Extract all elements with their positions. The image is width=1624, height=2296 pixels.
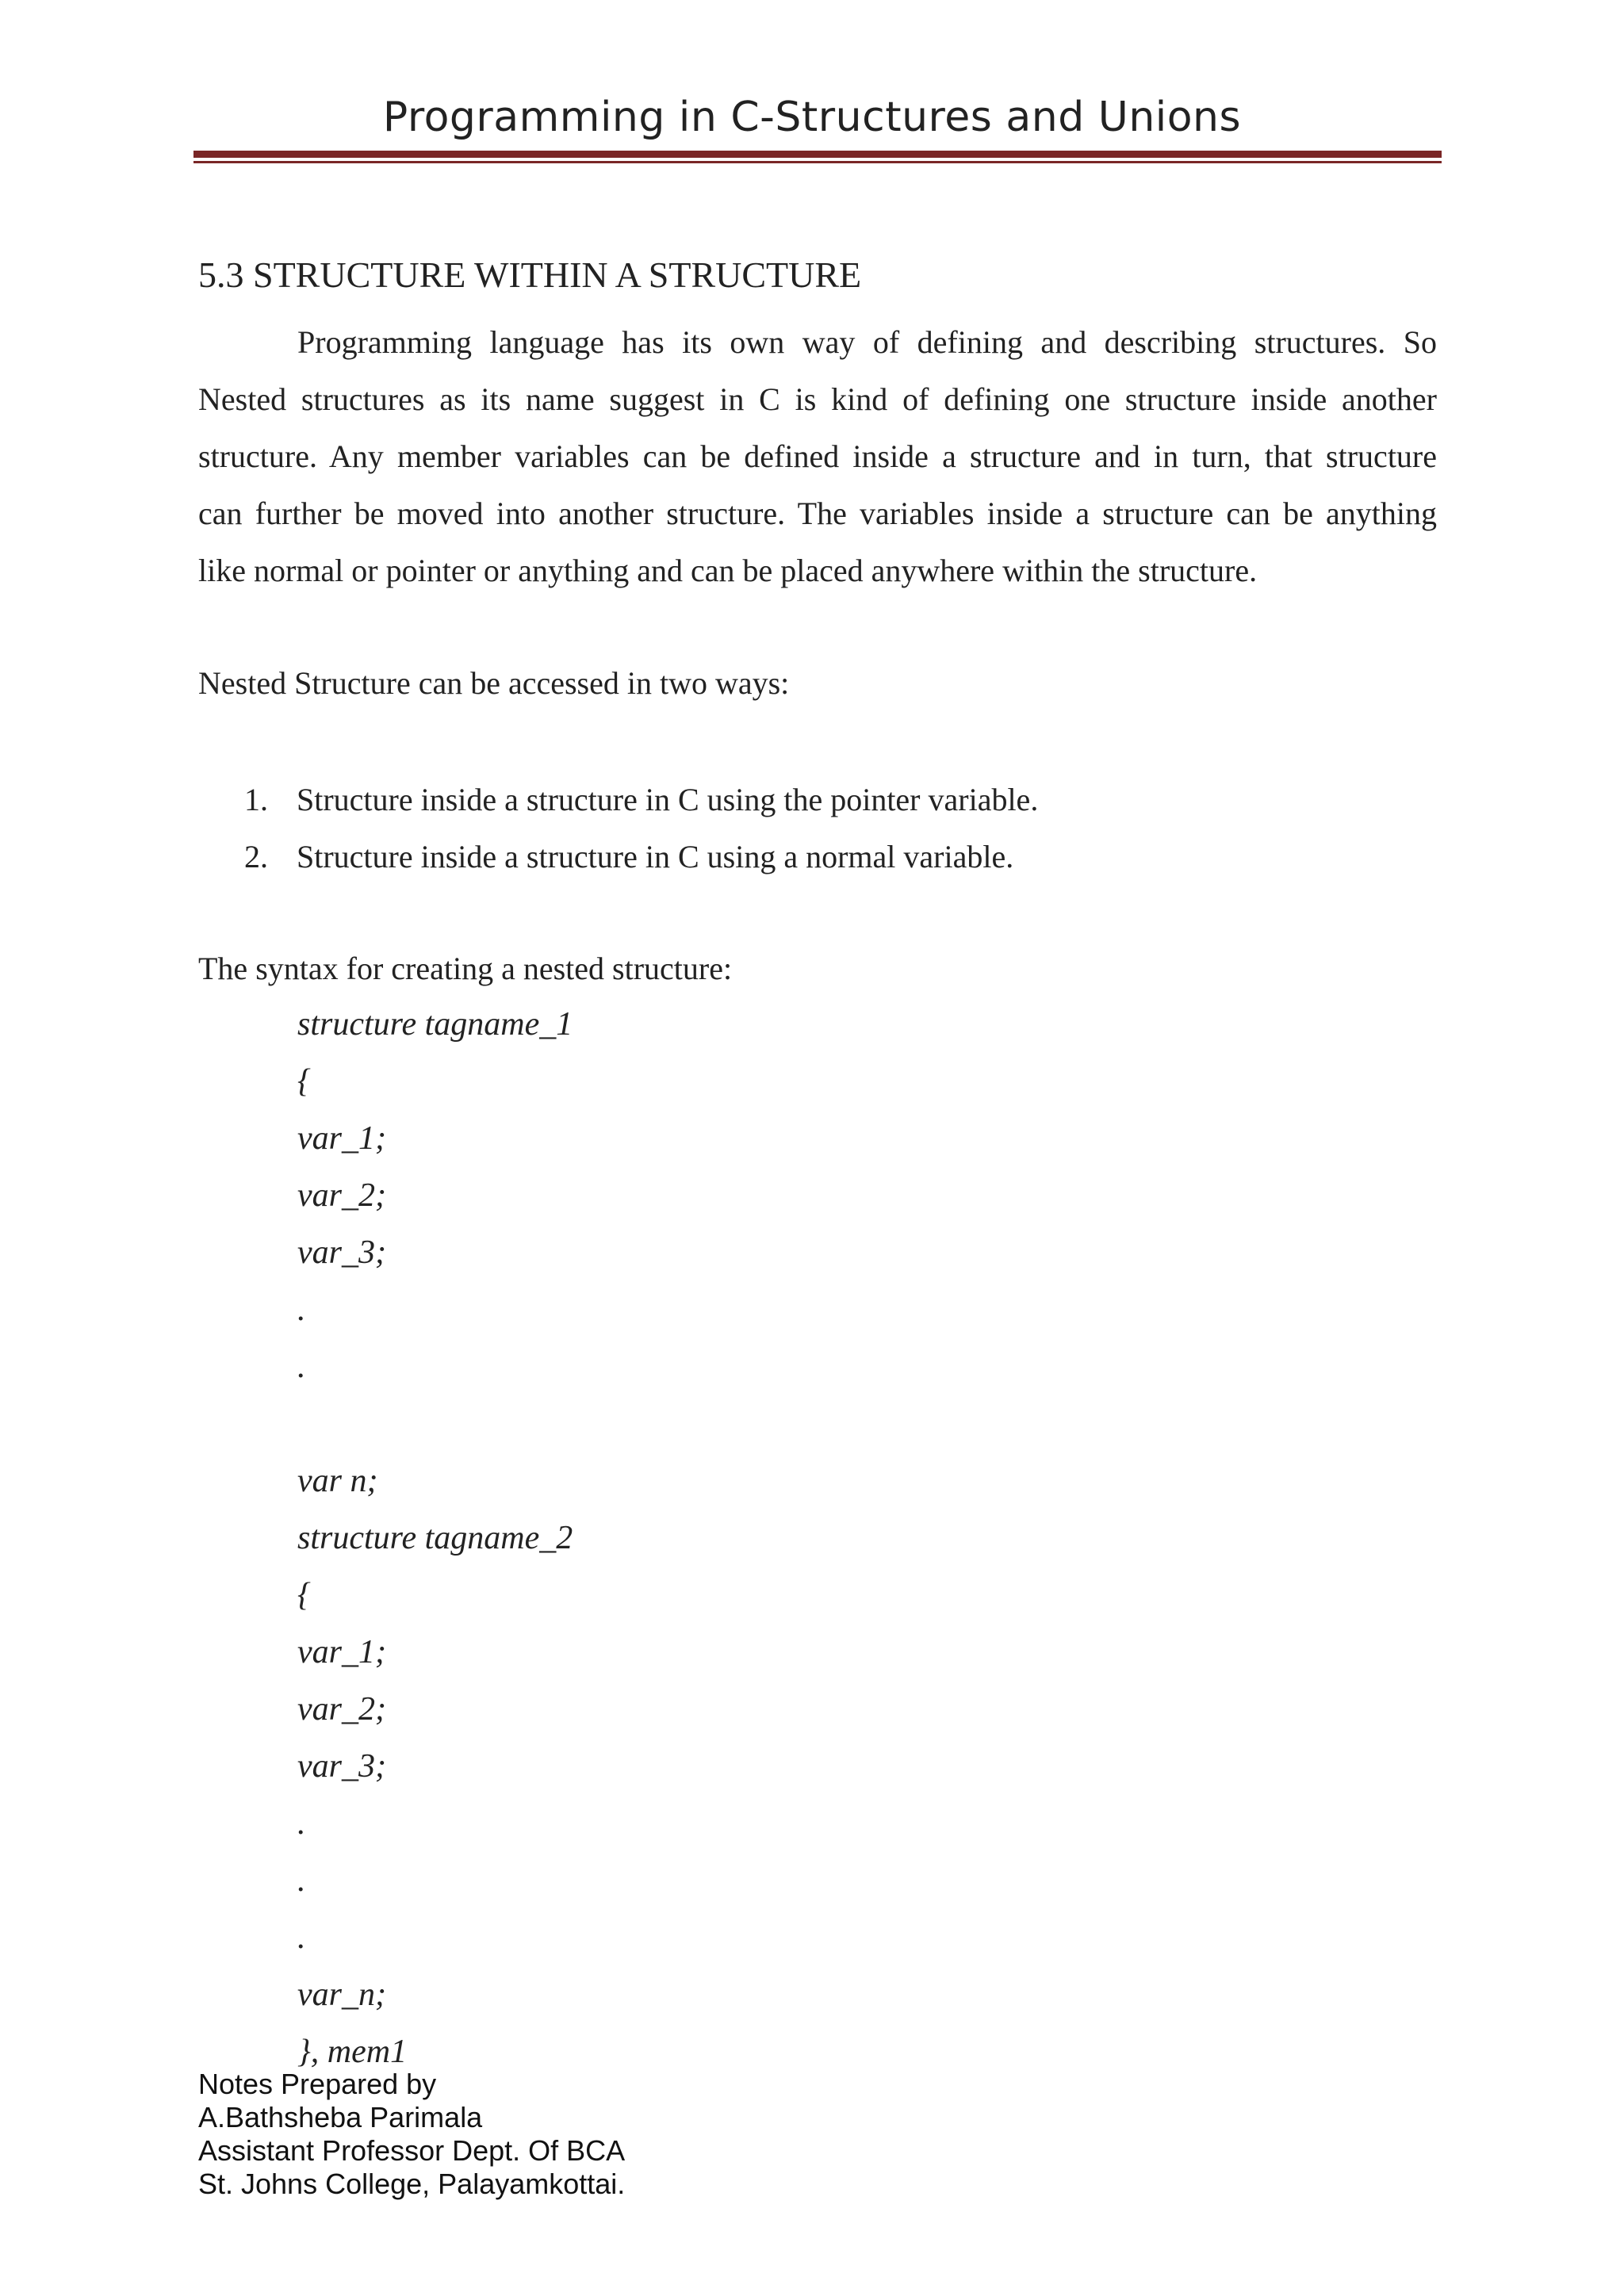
paragraph-line: structure. Any member variables can be defined inside a structure and in turn, that structure	[198, 438, 1437, 474]
syntax-code-block	[297, 996, 573, 2080]
code-line: var_1;	[297, 1120, 386, 1157]
code-line: {	[297, 1577, 311, 1613]
list-item-text: Structure inside a structure in C using the pointer variable.	[297, 782, 1039, 817]
code-line: .	[297, 1919, 306, 1956]
code-line: {	[297, 1063, 311, 1100]
code-line: var n;	[297, 1463, 378, 1499]
code-line: structure tagname_1	[297, 1006, 573, 1043]
code-line: .	[297, 1349, 306, 1385]
code-line: structure tagname_2	[297, 1520, 573, 1556]
code-line: .	[297, 1805, 306, 1842]
paragraph-line: Programming language has its own way of defining and describing structures. So	[297, 324, 1437, 360]
list-item	[244, 771, 1038, 828]
list-item-text: Structure inside a structure in C using a normal variable.	[297, 839, 1014, 874]
footer-line: Notes Prepared by	[198, 2068, 437, 2100]
paragraph-line: can further be moved into another structure. The variables inside a structure can be anything	[198, 496, 1437, 531]
code-line	[297, 1395, 573, 1452]
access-intro: Nested Structure can be accessed in two ways:	[198, 665, 790, 701]
footer-line: A.Bathsheba Parimala	[198, 2101, 483, 2133]
syntax-intro: The syntax for creating a nested structure:	[198, 951, 733, 986]
code-line: var_n;	[297, 1976, 386, 2013]
code-line: var_2;	[297, 1691, 386, 1728]
paragraph-line: Nested structures as its name suggest in C is kind of defining one structure inside another	[198, 381, 1437, 417]
header-rule-thin	[193, 161, 1442, 163]
code-line: var_3;	[297, 1234, 386, 1271]
code-line: }, mem1	[297, 2034, 408, 2070]
list-item-number: 1.	[244, 782, 268, 817]
access-ways-list	[244, 771, 1038, 886]
section-heading: 5.3 STRUCTURE WITHIN A STRUCTURE	[198, 254, 862, 295]
code-line: .	[297, 1862, 306, 1899]
header-rule-thick	[193, 151, 1442, 158]
footer-line: St. Johns College, Palayamkottai.	[198, 2168, 626, 2200]
paragraph-line: like normal or pointer or anything and can be placed anywhere within the structure.	[198, 553, 1258, 588]
running-header-title: Programming in C-Structures and Unions	[382, 94, 1242, 141]
code-line: .	[297, 1292, 306, 1328]
code-line: var_3;	[297, 1748, 386, 1785]
author-footer	[198, 2068, 625, 2201]
intro-paragraph	[198, 314, 1437, 599]
list-item	[244, 828, 1038, 886]
list-item-number: 2.	[244, 839, 268, 874]
footer-line: Assistant Professor Dept. Of BCA	[198, 2134, 626, 2167]
code-line: var_2;	[297, 1177, 386, 1214]
code-line: var_1;	[297, 1634, 386, 1670]
